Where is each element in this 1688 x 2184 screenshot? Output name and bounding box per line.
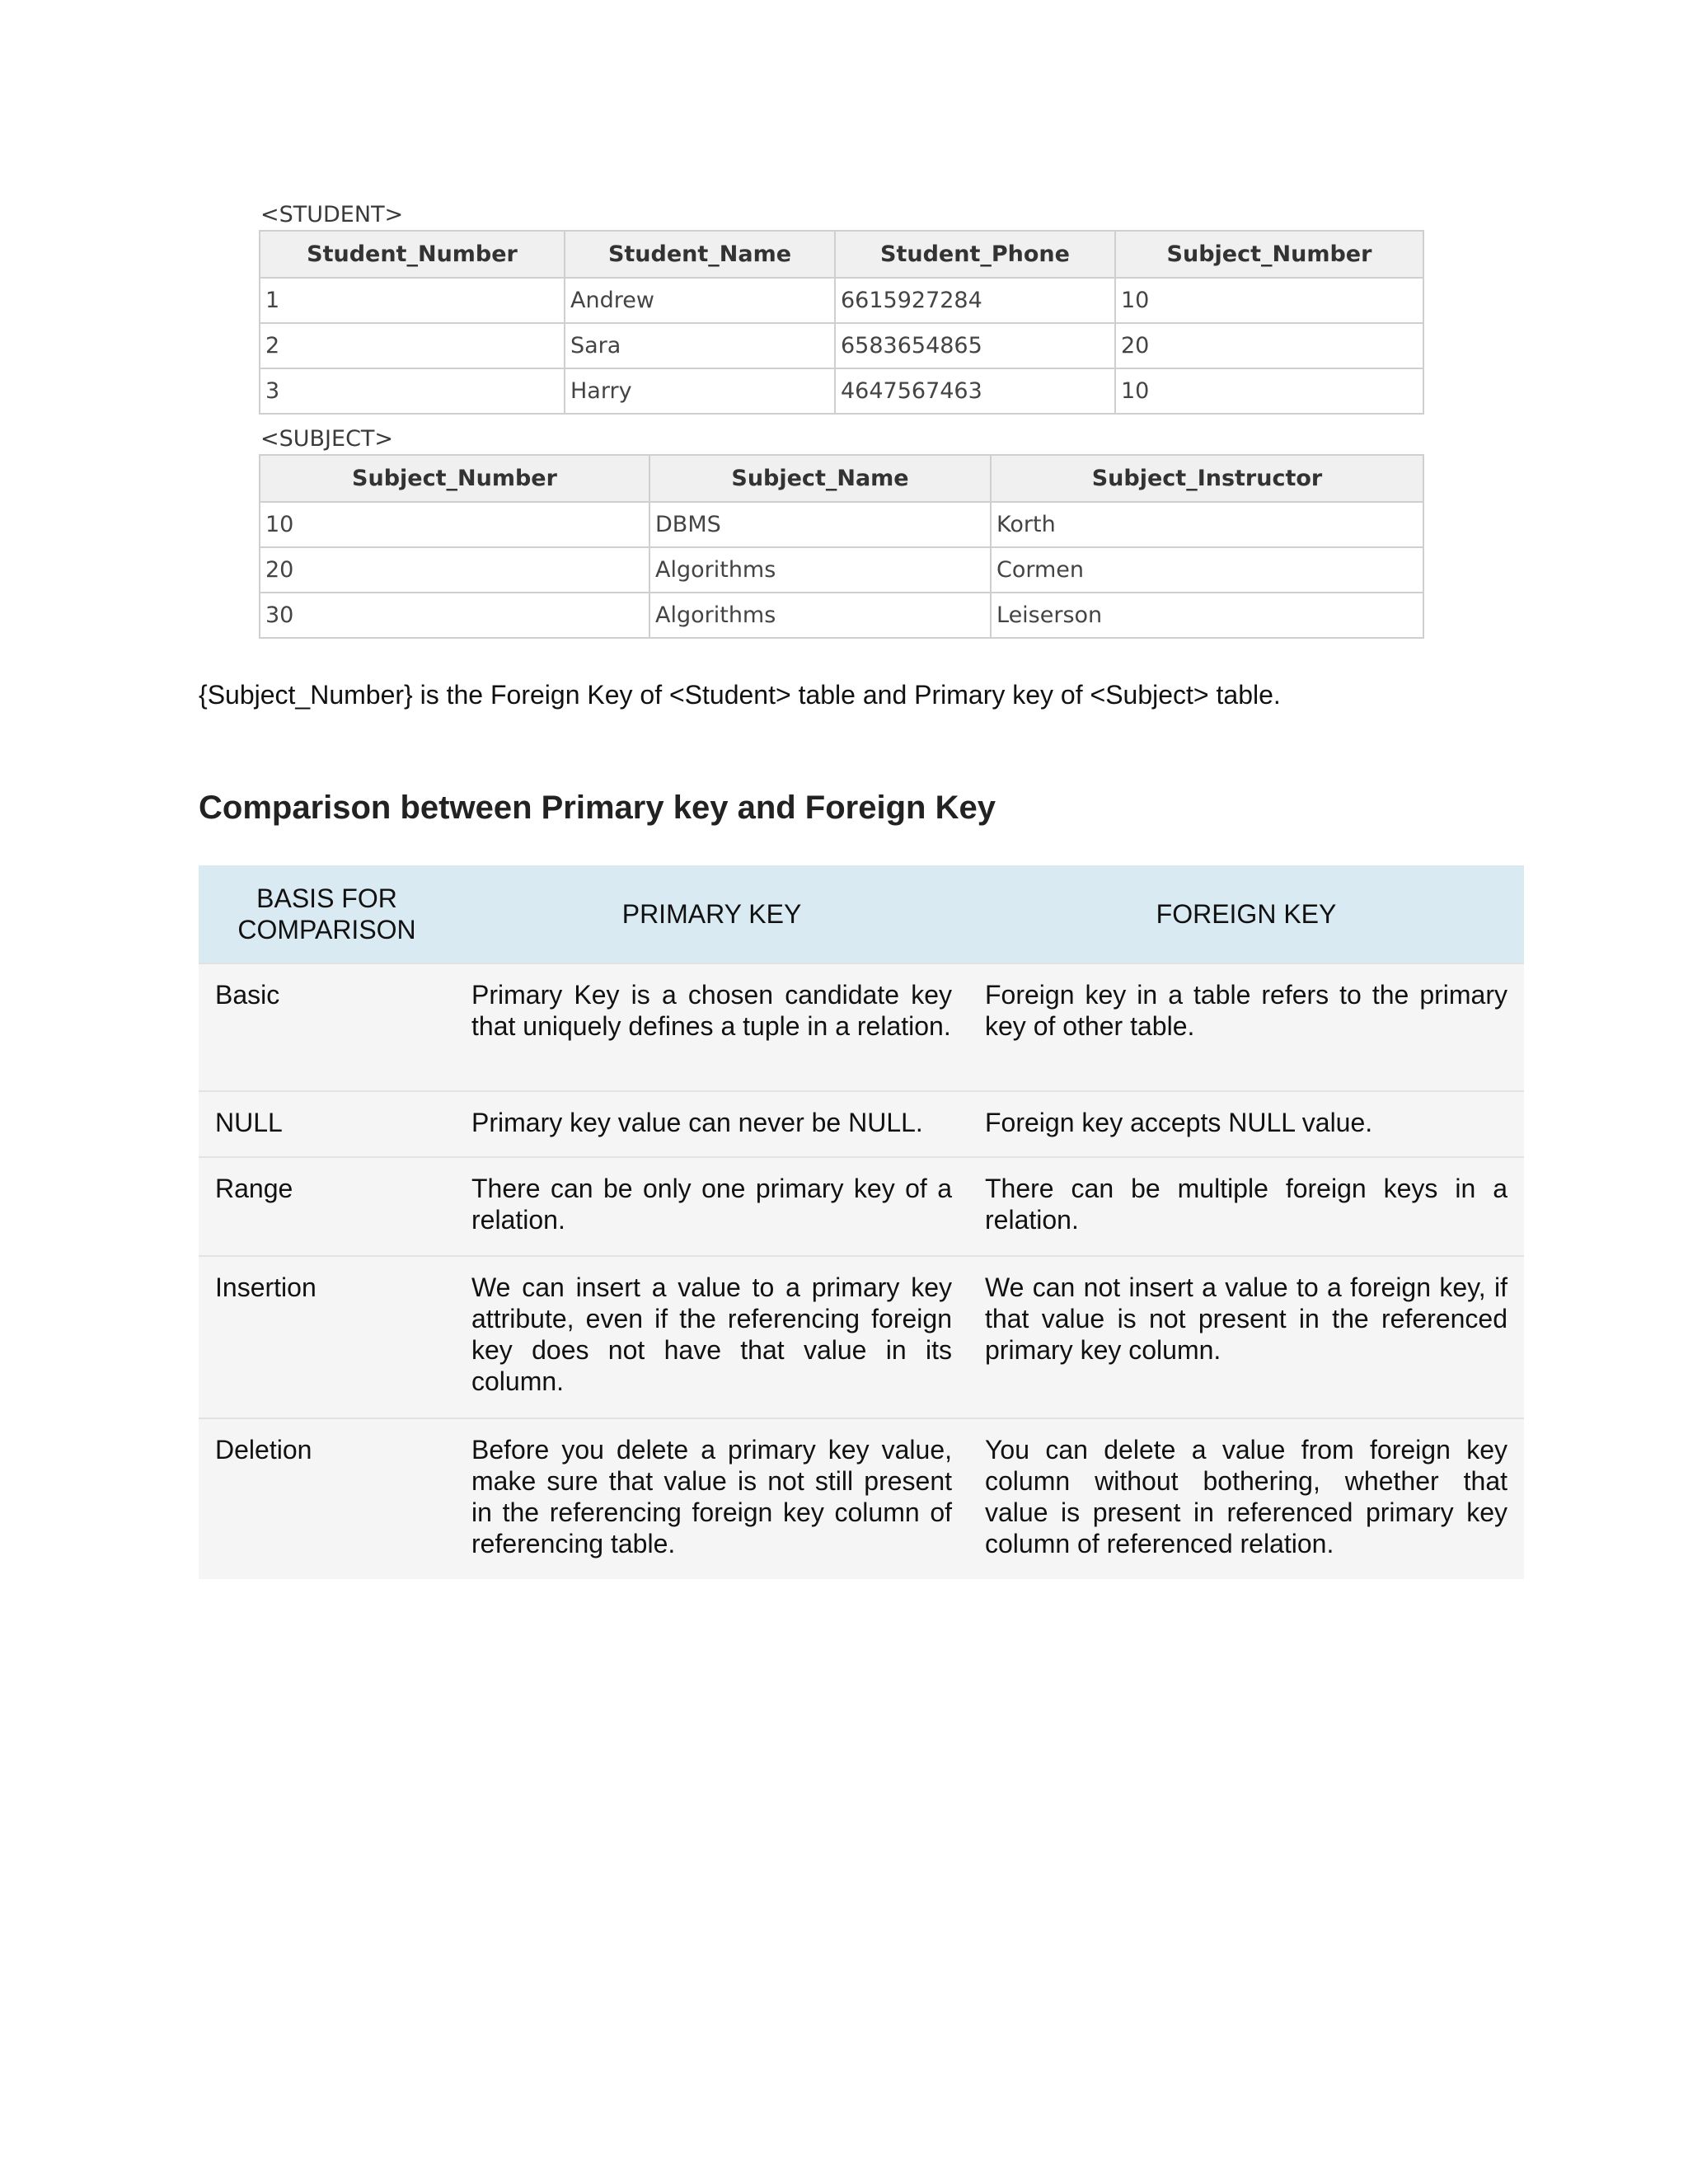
- student-table-caption: <STUDENT>: [260, 202, 404, 227]
- basis-cell: Deletion: [199, 1418, 455, 1579]
- table-cell: 3: [260, 368, 565, 414]
- table-cell: Harry: [565, 368, 835, 414]
- table-cell: Cormen: [991, 547, 1423, 593]
- comparison-row-null: [199, 1091, 1524, 1157]
- header-basis-for-comparison: BASIS FOR COMPARISON: [199, 865, 455, 963]
- table-cell: 20: [260, 547, 649, 593]
- header-primary-key: PRIMARY KEY: [455, 865, 968, 963]
- student-header-student-phone: Student_Phone: [835, 231, 1115, 278]
- comparison-table: [199, 865, 1524, 1579]
- foreign-key-cell: You can delete a value from foreign key column without bothering, whether that value is present in referenced primary key column of referenced relation.: [968, 1418, 1524, 1579]
- subject-table-header-row: [260, 455, 1423, 502]
- primary-key-cell: Primary Key is a chosen candidate key that uniquely defines a tuple in a relation.: [455, 963, 968, 1091]
- student-table: [259, 230, 1424, 415]
- comparison-header-row: [199, 865, 1524, 963]
- student-header-student-number: Student_Number: [260, 231, 565, 278]
- basis-cell: Basic: [199, 963, 455, 1091]
- comparison-row-range: [199, 1157, 1524, 1256]
- student-header-student-name: Student_Name: [565, 231, 835, 278]
- foreign-key-cell: There can be multiple foreign keys in a relation.: [968, 1157, 1524, 1256]
- subject-header-subject-name: Subject_Name: [649, 455, 991, 502]
- table-cell: 2: [260, 323, 565, 368]
- table-cell: 20: [1115, 323, 1423, 368]
- table-row: [260, 368, 1423, 414]
- primary-key-cell: There can be only one primary key of a relation.: [455, 1157, 968, 1256]
- table-cell: DBMS: [649, 502, 991, 547]
- comparison-row-insertion: [199, 1256, 1524, 1418]
- table-row: [260, 323, 1423, 368]
- comparison-row-deletion: [199, 1418, 1524, 1579]
- student-table-block: [259, 200, 1423, 415]
- primary-key-cell: We can insert a value to a primary key attribute, even if the referencing foreign key does not have that value in its column.: [455, 1256, 968, 1418]
- primary-key-cell: Primary key value can never be NULL.: [455, 1091, 968, 1157]
- table-cell: Algorithms: [649, 547, 991, 593]
- table-cell: 6615927284: [835, 278, 1115, 323]
- basis-cell: Range: [199, 1157, 455, 1256]
- header-foreign-key: FOREIGN KEY: [968, 865, 1524, 963]
- table-cell: Leiserson: [991, 593, 1423, 638]
- subject-table-block: [259, 424, 1423, 639]
- foreign-key-note: {Subject_Number} is the Foreign Key of <Student> table and Primary key of <Subject> table.: [199, 680, 1281, 710]
- subject-header-subject-number: Subject_Number: [260, 455, 649, 502]
- table-cell: Algorithms: [649, 593, 991, 638]
- table-cell: Sara: [565, 323, 835, 368]
- basis-cell: NULL: [199, 1091, 455, 1157]
- subject-header-subject-instructor: Subject_Instructor: [991, 455, 1423, 502]
- table-cell: 10: [1115, 368, 1423, 414]
- subject-table-caption: <SUBJECT>: [260, 426, 394, 452]
- section-heading: Comparison between Primary key and Foreign Key: [199, 790, 996, 826]
- basis-cell: Insertion: [199, 1256, 455, 1418]
- table-cell: 4647567463: [835, 368, 1115, 414]
- student-table-header-row: [260, 231, 1423, 278]
- table-row: [260, 502, 1423, 547]
- subject-table: [259, 454, 1424, 639]
- foreign-key-cell: Foreign key in a table refers to the primary key of other table.: [968, 963, 1524, 1091]
- table-cell: 1: [260, 278, 565, 323]
- table-row: [260, 593, 1423, 638]
- table-cell: Andrew: [565, 278, 835, 323]
- table-row: [260, 547, 1423, 593]
- primary-key-cell: Before you delete a primary key value, make sure that value is not still present in the referencing foreign key column of referencing table.: [455, 1418, 968, 1579]
- table-cell: 10: [260, 502, 649, 547]
- table-cell: Korth: [991, 502, 1423, 547]
- table-cell: 10: [1115, 278, 1423, 323]
- table-cell: 30: [260, 593, 649, 638]
- foreign-key-cell: Foreign key accepts NULL value.: [968, 1091, 1524, 1157]
- foreign-key-cell: We can not insert a value to a foreign key, if that value is not present in the referenced primary key column.: [968, 1256, 1524, 1418]
- table-cell: 6583654865: [835, 323, 1115, 368]
- table-row: [260, 278, 1423, 323]
- comparison-row-basic: [199, 963, 1524, 1091]
- student-header-subject-number: Subject_Number: [1115, 231, 1423, 278]
